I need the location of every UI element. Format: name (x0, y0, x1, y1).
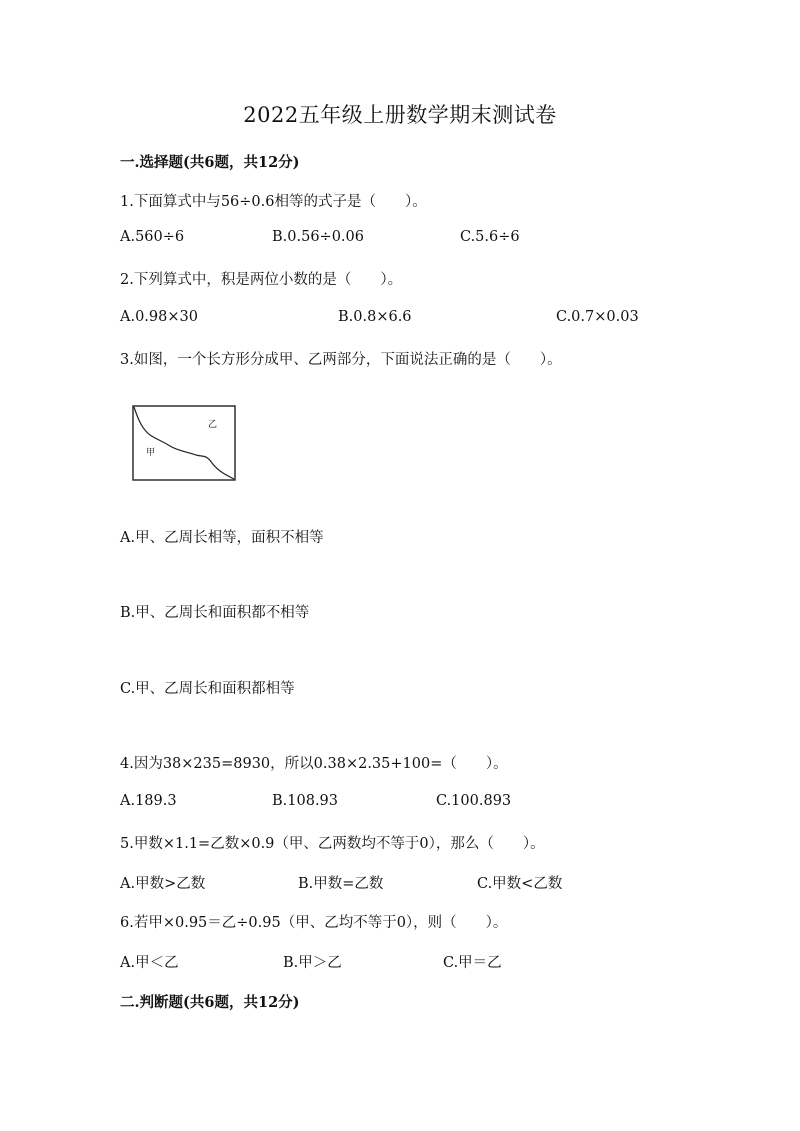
question-3-option-a: A.甲、乙周长相等，面积不相等 (120, 530, 324, 546)
rectangle-figure (132, 405, 236, 481)
question-4-option-a: A.189.3 (120, 793, 177, 809)
question-1-option-c: C.5.6÷6 (460, 229, 520, 245)
question-1-option-b: B.0.56÷0.06 (272, 229, 364, 245)
question-6-stem: 6.若甲×0.95＝乙÷0.95（甲、乙均不等于0），则（ ）。 (120, 915, 508, 931)
question-5-stem: 5.甲数×1.1=乙数×0.9（甲、乙两数均不等于0），那么（ ）。 (120, 836, 545, 852)
question-3-option-b: B.甲、乙周长和面积都不相等 (120, 605, 310, 621)
question-2-option-c: C.0.7×0.03 (556, 309, 639, 325)
page-title: 2022五年级上册数学期末测试卷 (243, 103, 557, 127)
question-2-option-b: B.0.8×6.6 (338, 309, 412, 325)
question-5-option-c: C.甲数<乙数 (477, 876, 563, 892)
question-4-stem: 4.因为38×235=8930，所以0.38×2.35+100=（ ）。 (120, 756, 508, 772)
figure-label-yi: 乙 (208, 420, 218, 430)
question-2-stem: 2.下列算式中，积是两位小数的是（ ）。 (120, 272, 403, 288)
question-5-option-a: A.甲数>乙数 (120, 876, 206, 892)
question-4-option-b: B.108.93 (272, 793, 339, 809)
section-heading-choice: 一.选择题(共6题，共12分) (120, 154, 300, 171)
question-5-option-b: B.甲数=乙数 (298, 876, 384, 892)
question-4-option-c: C.100.893 (436, 793, 512, 809)
question-6-option-b: B.甲＞乙 (283, 955, 342, 971)
dividing-curve (134, 407, 234, 479)
section-heading-judgment: 二.判断题(共6题，共12分) (120, 994, 300, 1011)
figure-label-jia: 甲 (146, 448, 156, 458)
question-6-option-a: A.甲＜乙 (120, 955, 179, 971)
question-6-option-c: C.甲＝乙 (443, 955, 502, 971)
question-3-option-c: C.甲、乙周长和面积都相等 (120, 681, 295, 697)
question-1-option-a: A.560÷6 (120, 229, 185, 245)
rectangle-outline (133, 406, 235, 480)
rectangle-diagram (132, 405, 236, 481)
question-2-option-a: A.0.98×30 (120, 309, 198, 325)
question-3-stem: 3.如图，一个长方形分成甲、乙两部分，下面说法正确的是（ ）。 (120, 352, 562, 368)
question-1-stem: 1.下面算式中与56÷0.6相等的式子是（ ）。 (120, 194, 427, 210)
